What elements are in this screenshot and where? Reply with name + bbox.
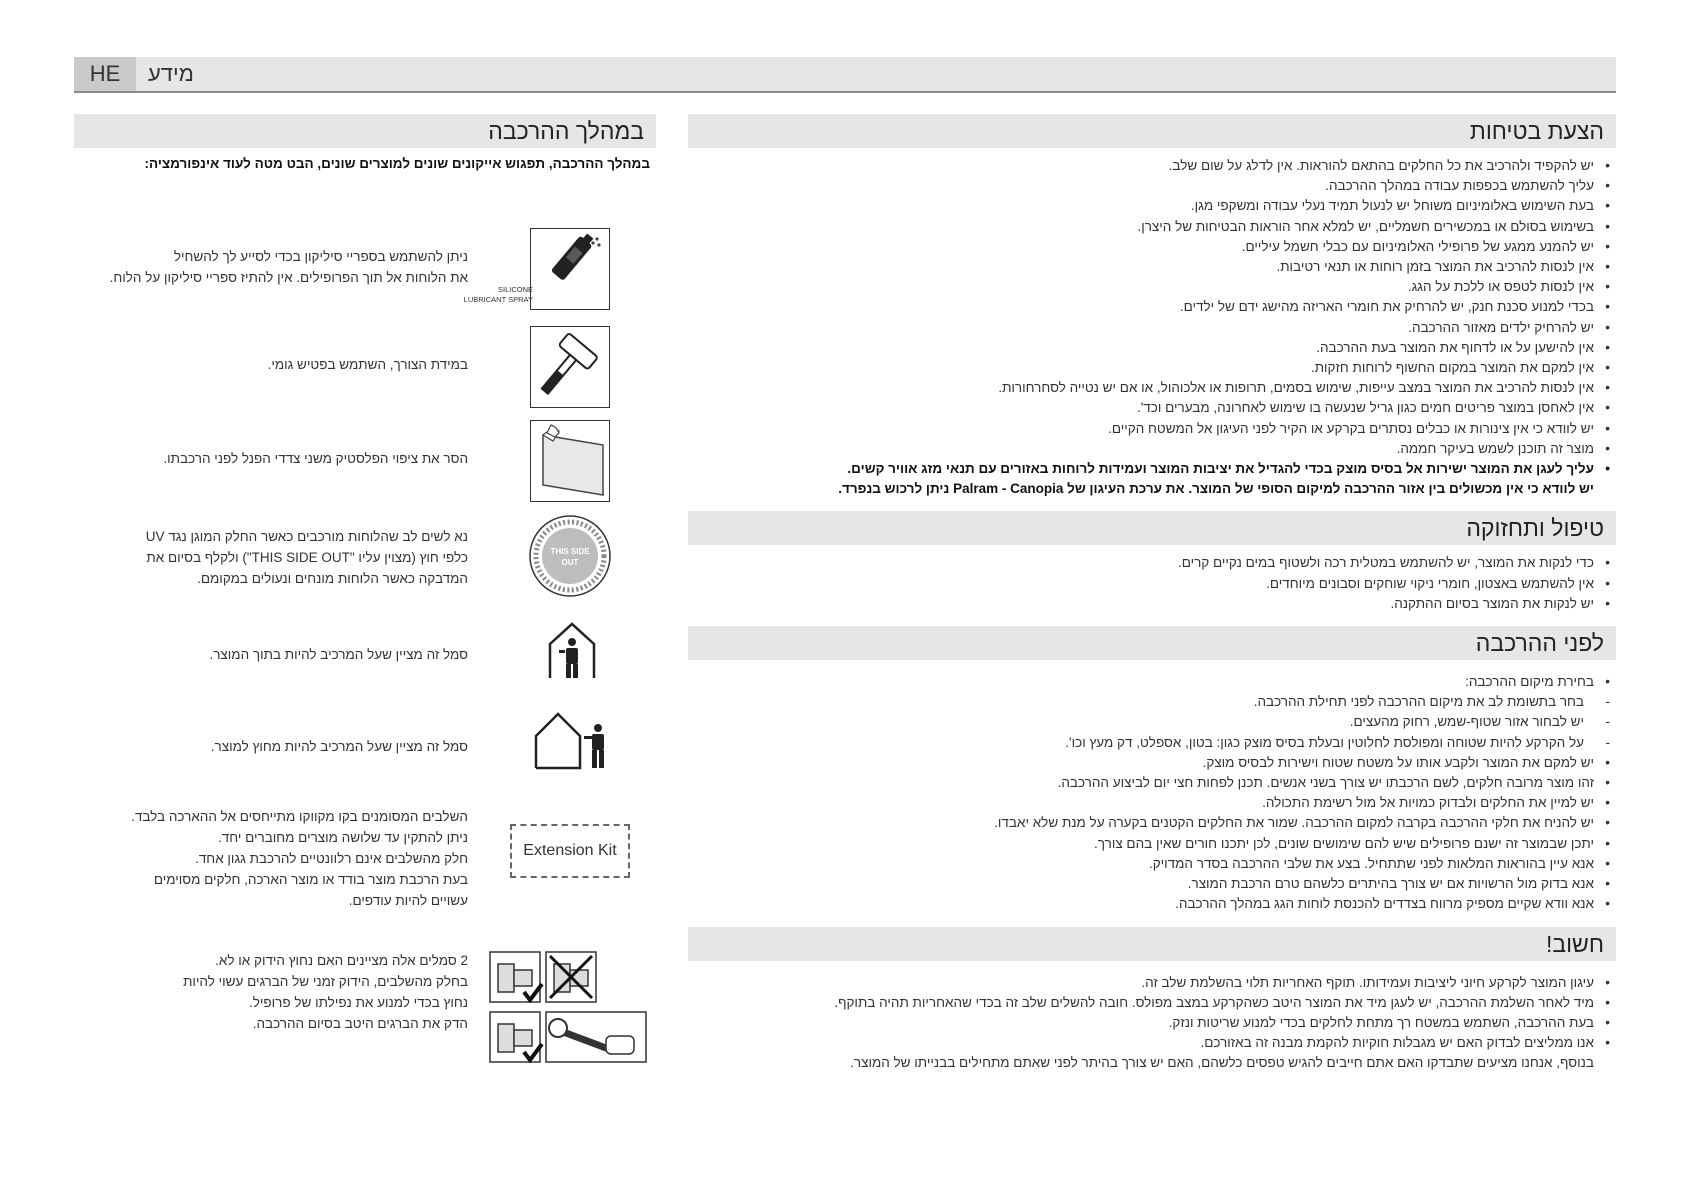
tighten-line: בחלק מהשלבים, הידוק זמני של הברגים עשוי להיות xyxy=(183,974,468,989)
assembly-intro: במהלך ההרכבה, תפגוש אייקונים שונים למוצרים שונים, הבט מטה לעוד אינפורמציה: xyxy=(144,156,650,171)
peel-film-icon xyxy=(530,420,610,502)
list-item: • אין לאחסן במוצר פריטים חמים כגון גריל שנעשה בו שימוש לאחרונה, מבערים וכד'. xyxy=(688,398,1594,418)
side-out-line: כלפי חוץ (מצוין עליו "THIS SIDE OUT") ולקלף בסיום את xyxy=(146,550,468,565)
list-item: • בעת ההרכבה, השתמש במשטח רך מתחת לחלקים בכדי למנוע שריטות ונזק. xyxy=(688,1013,1594,1033)
inside-house-icon xyxy=(544,620,600,680)
important-list xyxy=(688,973,1616,1074)
inside-text xyxy=(88,644,468,665)
list-item: • עיגון המוצר לקרקע חיוני ליציבות ועמידותו. תוקף האחריות תלוי בהשלמת שלב זה. xyxy=(688,973,1594,993)
list-item: • אנא בדוק מול הרשויות אם יש צורך בהיתרים כלשהם טרם הרכבת המוצר. xyxy=(688,874,1594,894)
list-item: • יש להרחיק ילדים מאזור ההרכבה. xyxy=(688,318,1594,338)
extension-text xyxy=(88,806,468,911)
film-line: הסר את ציפוי הפלסטיק משני צדדי הפנל לפני הרכבתו. xyxy=(163,451,468,466)
list-item: • זהו מוצר מרובה חלקים, לשם הרכבתו יש צורך בשני אנשים. תכנן לפחות חצי יום לביצוע ההרכבה. xyxy=(688,773,1594,793)
list-item: • מוצר זה תוכנן לשמש בעיקר חממה. xyxy=(688,439,1594,459)
list-item: • יש לוודא כי אין צינורות או כבלים נסתרים בקרקע או הקיר לפני העיגון אל המשטח הקיים. xyxy=(688,419,1594,439)
extension-line: בעת הרכבת מוצר בודד או מוצר הארכה, חלקים מסוימים xyxy=(153,872,468,887)
assembly-heading: במהלך ההרכבה xyxy=(74,114,656,148)
list-item: • יש להקפיד ולהרכיב את כל החלקים בהתאם להוראות. אין לדלג על שום שלב. xyxy=(688,156,1594,176)
list-item: • אנא וודא שקיים מספיק מרווח בצדדים להכנסת לוחות הגג במהלך ההרכבה. xyxy=(688,894,1594,914)
language-code: HE xyxy=(74,57,136,91)
list-item: • בעת השימוש באלומיניום משוחל יש לנעול תמיד נעלי עבודה ומשקפי מגן. xyxy=(688,196,1594,216)
film-row xyxy=(74,420,656,504)
silicone-line: ניתן להשתמש בספריי סיליקון בכדי לסייע לך להשחיל xyxy=(173,249,468,264)
extension-line: חלק מהשלבים אינם רלוונטיים להרכבת גגון אחד. xyxy=(195,851,468,866)
list-item: • יש להניח את חלקי ההרכבה בקרבה למקום ההרכבה. שמור את החלקים הקטנים בקערה על מנת שלא יאבדו. xyxy=(688,813,1594,833)
list-item: יש לוודא כי אין מכשולים בין אזור ההרכבה למיקום הסופי של המוצר. את ערכת העיגון של Palram - Canopia ניתן לרכוש בנפרד. xyxy=(838,481,1594,497)
list-item: • אין להישען על או לדחוף את המוצר בעת ההרכבה. xyxy=(688,338,1594,358)
list-item: • יש לנקות את המוצר בסיום ההתקנה. xyxy=(688,594,1594,614)
important-heading: חשוב! xyxy=(688,927,1616,961)
list-item: • אין לנסות להרכיב את המוצר בזמן רוחות או תנאי רטיבות. xyxy=(688,257,1594,277)
before-list xyxy=(688,672,1616,914)
list-item: - יש לבחור אזור שטוף-שמש, רחוק מהעצים. xyxy=(688,712,1594,732)
extension-line: השלבים המסומנים בקו מקווקו מתייחסים אל ההארכה בלבד. xyxy=(131,809,468,824)
silicone-spray-icon xyxy=(463,228,610,310)
tighten-icons xyxy=(488,950,648,1066)
list-item: • יש למיין את החלקים ולבדוק כמויות אל מול רשימת התכולה. xyxy=(688,793,1594,813)
tighten-line: הדק את הברגים היטב בסיום ההרכבה. xyxy=(252,1016,468,1031)
inside-line: סמל זה מציין שעל המרכיב להיות בתוך המוצר. xyxy=(209,647,468,662)
extension-kit-badge: Extension Kit xyxy=(510,824,630,878)
tighten-text xyxy=(88,950,468,1034)
list-item: • עליך להשתמש בכפפות עבודה במהלך ההרכבה. xyxy=(688,176,1594,196)
list-item: • בכדי למנוע סכנת חנק, יש להרחיק את חומרי האריזה מהישג ידם של ילדים. xyxy=(688,297,1594,317)
this-side-out-icon xyxy=(528,514,612,598)
outside-line: סמל זה מציין שעל המרכיב להיות מחוץ למוצר. xyxy=(210,739,468,754)
list-item: • אנו ממליצים לבדוק האם יש מגבלות חוקיות להקמת מבנה זה באזורכם. xyxy=(688,1033,1594,1053)
mallet-line: במידת הצורך, השתמש בפטיש גומי. xyxy=(267,357,468,372)
outside-row xyxy=(74,702,656,786)
list-item: • אנא עיין בהוראות המלאות לפני שתתחיל. בצע את שלבי ההרכבה בסדר המדויק. xyxy=(688,854,1594,874)
inside-row xyxy=(74,614,656,698)
list-item: • בחירת מיקום ההרכבה: xyxy=(688,672,1594,692)
rubber-mallet-icon xyxy=(530,326,610,408)
care-list xyxy=(688,553,1616,614)
safety-heading: הצעת בטיחות xyxy=(688,114,1616,148)
list-item: בנוסף, אנחנו מציעים שתבדקו האם אתם חייבים להגיש טפסים כלשהם, האם יש צורך בהיתר לפני שאתם מתחילים בבנייתו של המוצר. xyxy=(850,1055,1594,1071)
list-item: • אין להשתמש באצטון, חומרי ניקוי שוחקים וסבונים מיוחדים. xyxy=(688,574,1594,594)
list-item: • יתכן שבמוצר זה ישנם פרופילים שיש להם שימושים שונים, לכן יתכנו חורים שאין בהם צורך. xyxy=(688,834,1594,854)
side-out-text xyxy=(88,526,468,589)
list-item: • אין לנסות להרכיב את המוצר במצב עייפות, שימוש בסמים, תרופות או אלכוהול, או אם יש נטייה לסחרחורות. xyxy=(688,378,1594,398)
left-column xyxy=(74,114,656,1074)
right-column xyxy=(688,114,1616,1086)
tighten-line: נחוץ בכדי למנוע את נפילתו של פרופיל. xyxy=(249,995,468,1010)
silicone-label-2: LUBRICANT SPRAY xyxy=(463,295,533,304)
mallet-text xyxy=(88,354,468,375)
list-item: • עליך לעגן את המוצר ישירות אל בסיס מוצק בכדי להגדיל את יציבות המוצר ועמידות לרוחות באזורים עם תנאי מזג אוויר קשים. xyxy=(688,459,1594,479)
extension-line: עשויים להיות עודפים. xyxy=(348,893,468,908)
side-out-line: המדבקה כאשר הלוחות מונחים ונעולים במקומם. xyxy=(197,571,468,586)
badge-text-1: THIS SIDE xyxy=(550,547,590,556)
side-out-line: נא לשים לב שהלוחות מורכבים כאשר החלק המוגן נגד UV xyxy=(145,529,468,544)
outside-text xyxy=(88,736,468,757)
extension-row xyxy=(74,806,656,916)
mallet-row xyxy=(74,326,656,410)
page-title: מידע xyxy=(148,61,194,86)
list-item: • כדי לנקות את המוצר, יש להשתמש במטלית רכה ולשטוף במים נקיים קרים. xyxy=(688,553,1594,573)
silicone-row xyxy=(74,228,656,312)
list-item: • אין למקם את המוצר במקום החשוף לרוחות חזקות. xyxy=(688,358,1594,378)
silicone-line: את הלוחות אל תוך הפרופילים. אין להתיז ספריי סיליקון על הלוח. xyxy=(109,270,468,285)
list-item: • יש להמנע ממגע של פרופילי האלומיניום עם כבלי חשמל עיליים. xyxy=(688,237,1594,257)
list-item: - על הקרקע להיות שטוחה ומפולסת לחלוטין ובעלת בסיס מוצק כגון: בטון, אספלט, דק מעץ וכו'. xyxy=(688,733,1594,753)
extension-line: ניתן להתקין עד שלושה מוצרים מחוברים יחד. xyxy=(217,830,468,845)
list-item: • יש למקם את המוצר ולקבע אותו על משטח שטוח וישירות לבסיס מוצק. xyxy=(688,753,1594,773)
tighten-line: 2 סמלים אלה מציינים האם נחוץ הידוק או לא. xyxy=(215,953,468,968)
safety-list xyxy=(688,156,1616,499)
list-item: • אין לנסות לטפס או ללכת על הגג. xyxy=(688,277,1594,297)
silicone-text xyxy=(88,246,468,288)
header-bar xyxy=(74,57,1616,93)
silicone-label-1: SILICONE xyxy=(497,285,533,294)
list-item: • מיד לאחר השלמת ההרכבה, יש לעגן מיד את המוצר היטב כשהקרקע במצב מפולס. חובה להשלים שלב זה בכדי שהאחריות תהיה בתוקף. xyxy=(688,993,1594,1013)
care-heading: טיפול ותחזוקה xyxy=(688,511,1616,545)
outside-house-icon xyxy=(532,708,612,772)
film-text xyxy=(88,448,468,469)
badge-text-2: OUT xyxy=(561,558,579,567)
list-item: - בחר בתשומת לב את מיקום ההרכבה לפני תחילת ההרכבה. xyxy=(688,692,1594,712)
list-item: • בשימוש בסולם או במכשירים חשמליים, יש למלא אחר הוראות הבטיחות של היצרן. xyxy=(688,217,1594,237)
tighten-row xyxy=(74,950,656,1068)
before-heading: לפני ההרכבה xyxy=(688,626,1616,660)
side-out-row xyxy=(74,514,656,598)
